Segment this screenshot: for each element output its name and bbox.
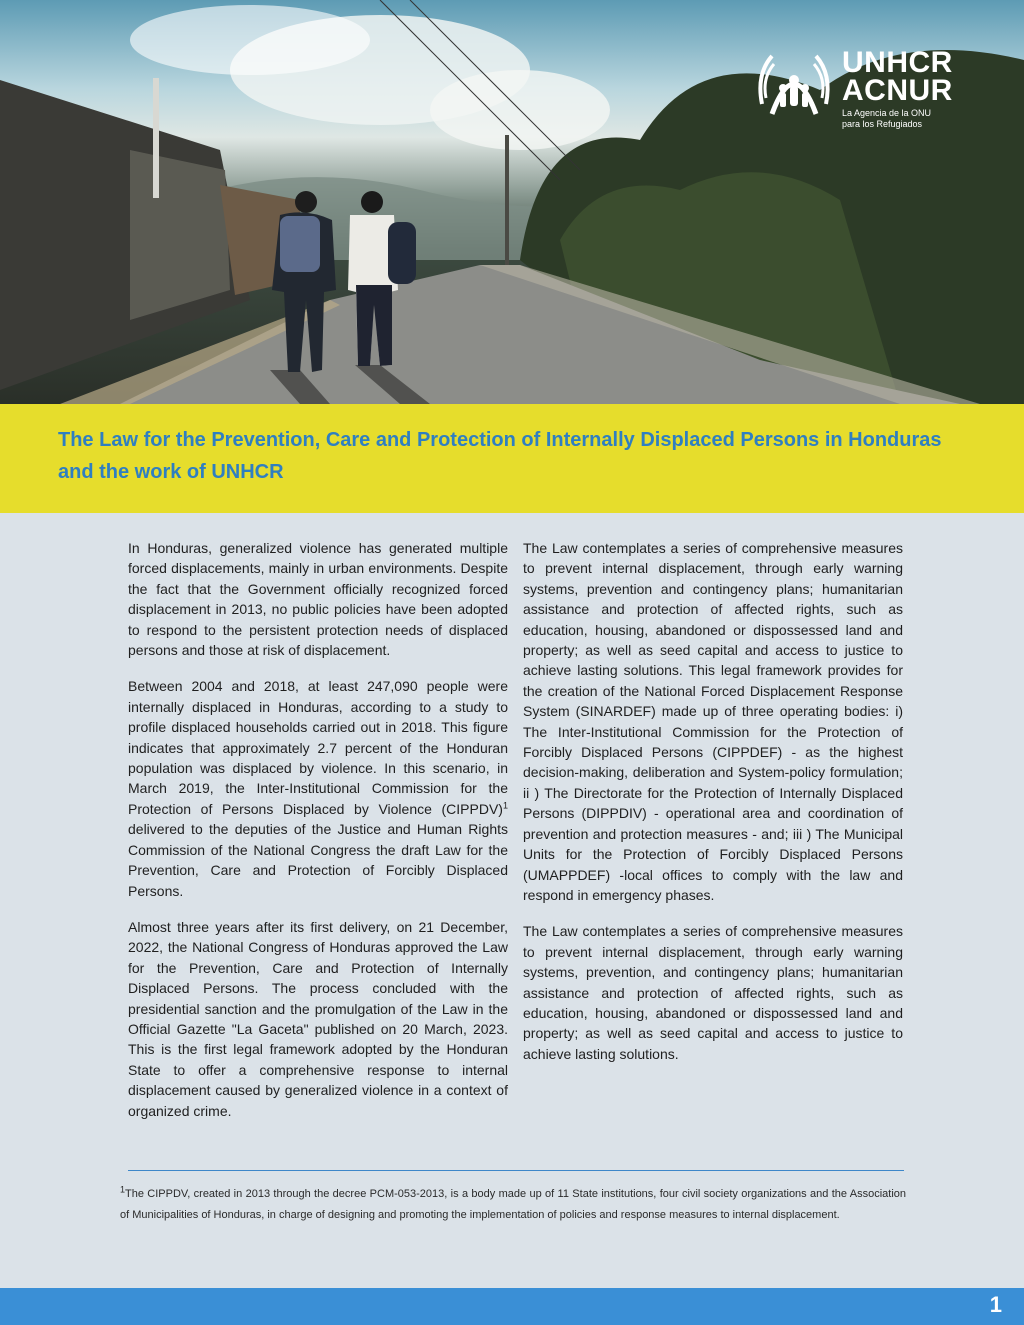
paragraph: The Law contemplates a series of comprehensive measures to prevent internal displacement, through early warning systems, prevention and contingency plans; humanitarian assistance and protection of affected rights, such as education, housing, abandoned or dispossessed land and property; as well as seed capital and access to justice to achieve lasting solutions. This legal framework provides for the creation of the National Forced Displacement Response System (SINARDEF) made up of three operating bodies: i) The Inter-Institutional Commission for the Protection of Forcibly Displaced Persons (CIPPDEF) - as the highest decision-making, deliberation and System-policy formulation; ii ) The Directorate for the Protection of Internally Displaced Persons (DIPPDIV) - operational area and coordination of prevention and protection measures - and; iii ) The Municipal Units for the Protection of Forcibly Displaced Persons (UMAPPDEF) -local offices to comply with the law and respond in emergency phases. [523, 540, 903, 903]
paragraph: The Law contemplates a series of comprehensive measures to prevent internal displacement, through early warning systems, prevention, and contingency plans; humanitarian assistance and protection of affected rights, such as education, housing, abandoned or dispossessed land and property; as well as seed capital and access to justice to achieve lasting solutions. [523, 923, 903, 1062]
unhcr-logo [752, 44, 972, 144]
footnote-marker: 1 [120, 1184, 126, 1195]
unhcr-emblem-icon [752, 44, 836, 128]
paragraph-text: delivered to the deputies of the Justice and Human Rights Commission of the National Congress the draft Law for the Prevention, Care and Protection of Forcibly Displaced Persons. [128, 821, 508, 899]
logo-tagline-line1: La Agencia de la ONU [842, 108, 932, 118]
cover-photo [0, 0, 1024, 404]
logo-tagline-line2: para los Refugiados [842, 119, 923, 129]
footnote [120, 1184, 906, 1226]
paragraph: Almost three years after its first delivery, on 21 December, 2022, the National Congress of Honduras approved the Law for the Prevention, Care and Protection of Internally Displaced Persons. The process concluded with the presidential sanction and the promulgation of the Law in the Official Gazette "La Gaceta" published on 20 March, 2023. This is the first legal framework adopted by the Honduran State to offer a comprehensive response to internal displacement caused by generalized violence in a context of organized crime. [128, 918, 508, 1119]
paragraph: In Honduras, generalized violence has generated multiple forced displacements, mainly in urban environments. Despite the fact that the Government officially recognized forced displacement in 2013, no public policies have been adopted to respond to the persistent protection needs of displaced persons and those at risk of displacement. [128, 540, 508, 659]
footnote-divider [128, 1170, 904, 1171]
footnote-reference[interactable]: 1 [502, 800, 508, 811]
footer-bar [0, 1288, 1024, 1325]
document-title: The Law for the Prevention, Care and Protection of Internally Displaced Persons in Honduras and the work of UNHCR [58, 429, 942, 483]
logo-wordmark-acnur: ACNUR [842, 74, 953, 107]
logo-wordmark-unhcr: UNHCR [842, 46, 953, 79]
footnote-text: The CIPPDV, created in 2013 through the decree PCM-053-2013, is a body made up of 11 State institutions, four civil society organizations and the Association of Municipalities of Honduras, in charge of designing and promoting the implementation of policies and response measures to internal displacement. [120, 1188, 906, 1221]
left-column [128, 538, 508, 1137]
logo-tagline [842, 108, 931, 130]
right-column [523, 538, 903, 1080]
paragraph-text: Between 2004 and 2018, at least 247,090 people were internally displaced in Honduras, according to a study to profile displaced households carried out in 2018. This figure indicates that approximately 2.7 percent of the Honduran population was displaced by violence. In this scenario, in March 2019, the Inter-Institutional Commission for the Protection of Persons Displaced by Violence (CIPPDV) [128, 678, 508, 817]
page-number: 1 [989, 1292, 1002, 1317]
paragraph [128, 676, 508, 900]
